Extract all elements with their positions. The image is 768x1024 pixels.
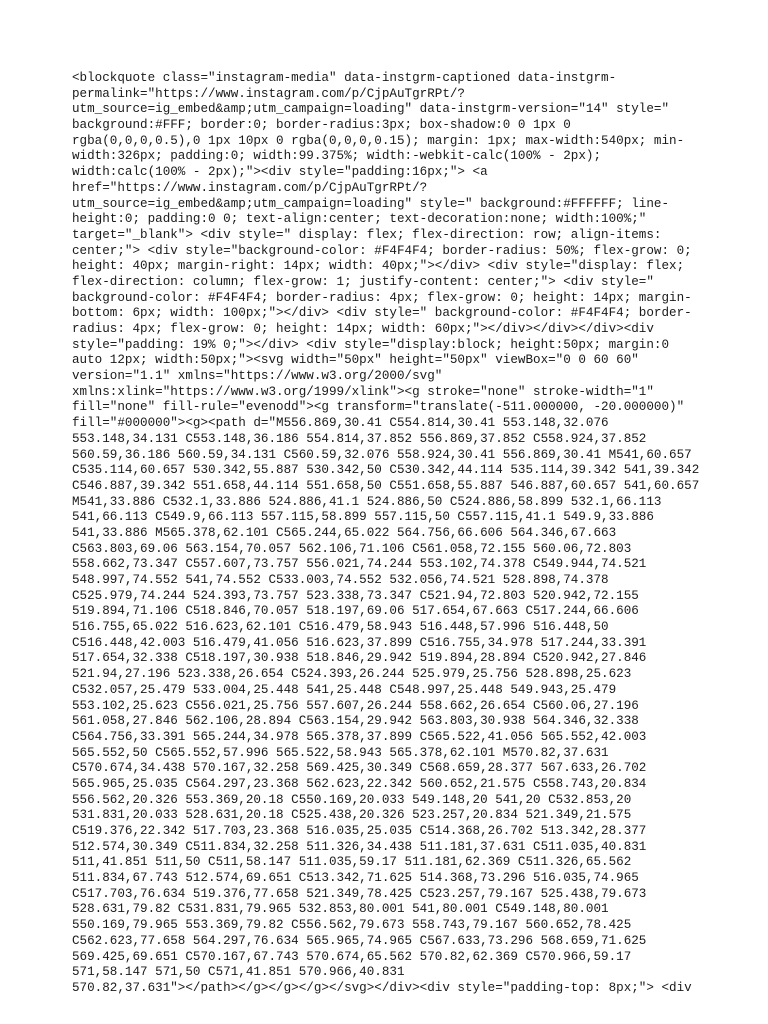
code-line: C516.448,42.003 516.479,41.056 516.623,37.899 C516.755,34.978 517.244,33.391 — [72, 635, 647, 650]
code-line: rgba(0,0,0,0.5),0 1px 10px 0 rgba(0,0,0,0.15); margin: 1px; max-width:540px; min- — [72, 133, 685, 148]
code-line: 569.425,69.651 C570.167,67.743 570.674,65.562 570.82,62.369 C570.966,59.17 — [72, 949, 632, 964]
code-line: 561.058,27.846 562.106,28.894 C563.154,29.942 563.803,30.938 564.346,32.338 — [72, 714, 639, 729]
code-line: 541,66.113 C549.9,66.113 557.115,58.899 557.115,50 C557.115,41.1 549.9,33.886 — [72, 510, 654, 525]
code-line: width:calc(100% - 2px);"><div style="padding:16px;"> <a — [72, 165, 488, 180]
code-line: C525.979,74.244 524.393,73.757 523.338,73.347 C521.94,72.803 520.942,72.155 — [72, 588, 639, 603]
code-line: version="1.1" xmlns="https://www.w3.org/2000/svg" — [72, 369, 443, 384]
code-line: width:326px; padding:0; width:99.375%; width:-webkit-calc(100% - 2px); — [72, 149, 602, 164]
code-line: center;"> <div style="background-color: #F4F4F4; border-radius: 50%; flex-grow: 0; — [72, 243, 692, 258]
code-line: 521.94,27.196 523.338,26.654 C524.393,26.244 525.979,25.756 528.898,25.623 — [72, 667, 632, 682]
code-line: C519.376,22.342 517.703,23.368 516.035,25.035 C514.368,26.702 513.342,28.377 — [72, 824, 647, 838]
code-line: 512.574,30.349 C511.834,32.258 511.326,34.438 511.181,37.631 C511.035,40.831 — [72, 839, 647, 854]
code-line: permalink="https://www.instagram.com/p/CjpAuTgrRPt/? — [72, 86, 465, 101]
code-line: 553.102,25.623 C556.021,25.756 557.607,26.244 558.662,26.654 C560.06,27.196 — [72, 698, 639, 713]
code-line: <blockquote class="instagram-media" data-instgrm-captioned data-instgrm- — [72, 71, 617, 85]
code-line: style="padding: 19% 0;"></div> <div style="display:block; height:50px; margin:0 — [72, 337, 670, 352]
code-line: height:0; padding:0 0; text-align:center; text-decoration:none; width:100%;" — [72, 212, 647, 227]
code-line: utm_source=ig_embed&amp;utm_campaign=loading" style=" background:#FFFFFF; line- — [72, 196, 670, 211]
code-line: C563.803,69.06 563.154,70.057 562.106,71.106 C561.058,72.155 560.06,72.803 — [72, 541, 632, 556]
code-line: 550.169,79.965 553.369,79.82 C556.562,79.673 558.743,79.167 560.652,78.425 — [72, 918, 632, 933]
code-line: 560.59,36.186 560.59,34.131 C560.59,32.076 558.924,30.41 556.869,30.41 M541,60.657 — [72, 447, 692, 462]
code-line: 516.755,65.022 516.623,62.101 C516.479,58.943 516.448,57.996 516.448,50 — [72, 620, 609, 635]
code-line: flex-direction: column; flex-grow: 1; justify-content: center;"> <div style=" — [72, 274, 654, 289]
code-line: 558.662,73.347 C557.607,73.757 556.021,74.244 553.102,74.378 C549.944,74.521 — [72, 557, 647, 572]
code-line: bottom: 6px; width: 100px;"></div> <div style=" background-color: #F4F4F4; border- — [72, 306, 692, 321]
code-line: 556.562,20.326 553.369,20.18 C550.169,20.033 549.148,20 541,20 C532.853,20 — [72, 792, 632, 807]
code-line: C535.114,60.657 530.342,55.887 530.342,50 C530.342,44.114 535.114,39.342 541,39.342 — [72, 463, 700, 478]
code-line: C517.703,76.634 519.376,77.658 521.349,78.425 C523.257,79.167 525.438,79.673 — [72, 886, 647, 901]
code-line: auto 12px; width:50px;"><svg width="50px" height="50px" viewBox="0 0 60 60" — [72, 353, 639, 368]
code-line: fill="#000000"><g><path d="M556.869,30.41 C554.814,30.41 553.148,32.076 — [72, 416, 609, 431]
code-line: xmlns:xlink="https://www.w3.org/1999/xlink"><g stroke="none" stroke-width="1" — [72, 384, 654, 399]
code-line: 553.148,34.131 C553.148,36.186 554.814,37.852 556.869,37.852 C558.924,37.852 — [72, 431, 647, 446]
code-line: background:#FFF; border:0; border-radius:3px; box-shadow:0 0 1px 0 — [72, 118, 571, 133]
code-line: 511.834,67.743 512.574,69.651 C513.342,71.625 514.368,73.296 516.035,74.965 — [72, 871, 639, 886]
code-line: utm_source=ig_embed&amp;utm_campaign=loading" data-instgrm-version="14" style=" — [72, 102, 670, 117]
code-line: 519.894,71.106 C518.846,70.057 518.197,69.06 517.654,67.663 C517.244,66.606 — [72, 604, 639, 619]
code-line: background-color: #F4F4F4; border-radius: 4px; flex-grow: 0; height: 14px; margin- — [72, 290, 692, 305]
code-line: C532.057,25.479 533.004,25.448 541,25.448 C548.997,25.448 549.943,25.479 — [72, 682, 617, 697]
code-line: 571,58.147 571,50 C571,41.851 570.966,40.831 — [72, 965, 405, 980]
code-line: 541,33.886 M565.378,62.101 C565.244,65.022 564.756,66.606 564.346,67.663 — [72, 525, 617, 540]
code-line: 511,41.851 511,50 C511,58.147 511.035,59.17 511.181,62.369 C511.326,65.562 — [72, 855, 632, 870]
code-line: 531.831,20.033 528.631,20.18 C525.438,20.326 523.257,20.834 521.349,21.575 — [72, 808, 632, 823]
code-line: C570.674,34.438 570.167,32.258 569.425,30.349 C568.659,28.377 567.633,26.702 — [72, 761, 647, 776]
embed-code-text — [72, 71, 702, 997]
code-line: M541,33.886 C532.1,33.886 524.886,41.1 524.886,50 C524.886,58.899 532.1,66.113 — [72, 494, 662, 509]
code-line: C562.623,77.658 564.297,76.634 565.965,74.965 C567.633,73.296 568.659,71.625 — [72, 933, 647, 948]
code-line: href="https://www.instagram.com/p/CjpAuTgrRPt/? — [72, 180, 428, 195]
code-line: 565.965,25.035 C564.297,23.368 562.623,22.342 560.652,21.575 C558.743,20.834 — [72, 776, 647, 791]
code-line: 517.654,32.338 C518.197,30.938 518.846,29.942 519.894,28.894 C520.942,27.846 — [72, 651, 647, 666]
code-line: 565.552,50 C565.552,57.996 565.522,58.943 565.378,62.101 M570.82,37.631 — [72, 745, 609, 760]
code-line: C546.887,39.342 551.658,44.114 551.658,50 C551.658,55.887 546.887,60.657 541,60.657 — [72, 478, 700, 493]
code-line: target="_blank"> <div style=" display: flex; flex-direction: row; align-items: — [72, 227, 662, 242]
code-line: fill="none" fill-rule="evenodd"><g transform="translate(-511.000000, -20.000000)" — [72, 400, 685, 415]
code-line: C564.756,33.391 565.244,34.978 565.378,37.899 C565.522,41.056 565.552,42.003 — [72, 729, 647, 744]
code-line: 570.82,37.631"></path></g></g></g></svg></div><div style="padding-top: 8px;"> <div — [72, 980, 692, 995]
code-line: radius: 4px; flex-grow: 0; height: 14px; width: 60px;"></div></div></div><div — [72, 322, 654, 336]
code-line: 548.997,74.552 541,74.552 C533.003,74.552 532.056,74.521 528.898,74.378 — [72, 573, 609, 587]
code-line: height: 40px; margin-right: 14px; width: 40px;"></div> <div style="display: flex; — [72, 259, 685, 274]
code-line: 528.631,79.82 C531.831,79.965 532.853,80.001 541,80.001 C549.148,80.001 — [72, 902, 609, 917]
